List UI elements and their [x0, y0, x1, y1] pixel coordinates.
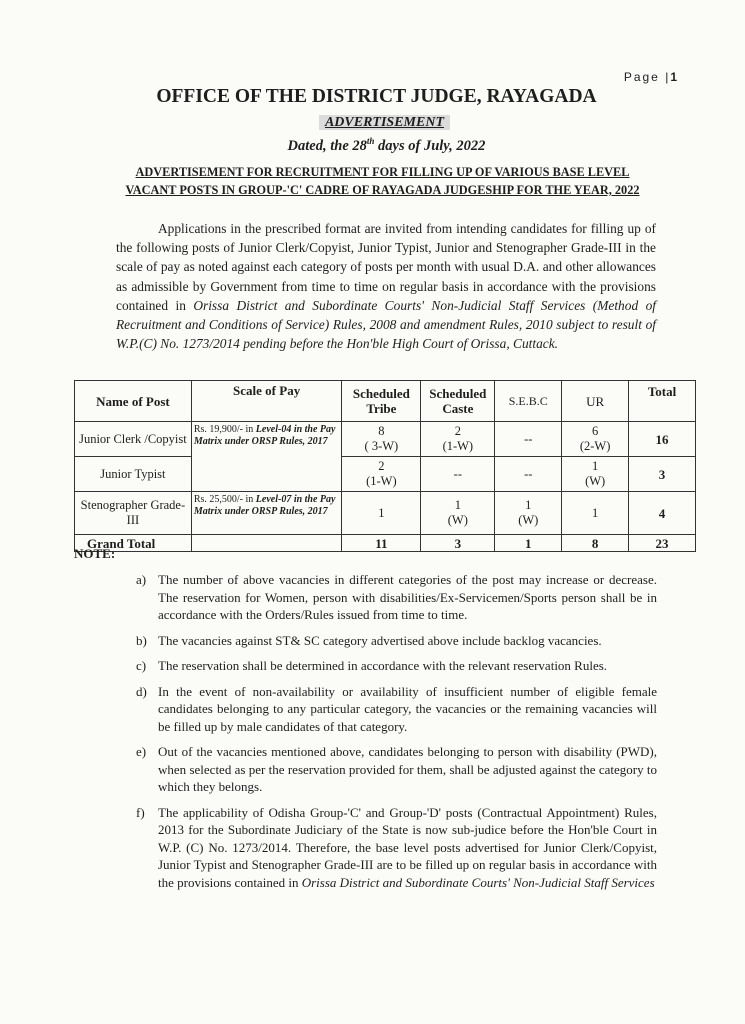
sc-value: 1 — [454, 498, 461, 512]
header-sebc: S.E.B.C — [495, 381, 562, 422]
st-count — [342, 422, 421, 457]
list-item — [132, 743, 657, 796]
st-women: (1-W) — [366, 474, 397, 488]
note-marker: a) — [136, 572, 147, 587]
sebc-count — [495, 492, 562, 535]
ur-value: 1 — [592, 459, 599, 473]
post-name: Junior Typist — [75, 457, 192, 492]
ur-women: (W) — [585, 474, 606, 488]
dated-line — [0, 136, 745, 155]
intro-text: Applications in the prescribed format are invited from intending candidates for filling up of the following posts of Junior Clerk/Copyist, Junior Typist, Junior and Stenographer Grade-III in the scale of pay as noted against each category of posts per month with usual D.A. and other allowances as admissible by Government from time to time on regular basis in accordance with the provisions contained in — [116, 221, 656, 313]
note-label: NOTE: — [74, 546, 116, 561]
pay-scale — [191, 492, 342, 535]
pay-scale-level: Level-04 in the Pay Matrix under ORSP Rules, 2017 — [193, 424, 336, 447]
dated-suffix: days of July, 2022 — [374, 137, 486, 154]
table-header-row — [75, 381, 696, 422]
st-value: 8 — [378, 424, 385, 438]
notes-list — [132, 571, 657, 899]
note-text: Out of the vacancies mentioned above, candidates belonging to person with disability (PWD), when selected as per the reservation provided for them, shall be adjusted against the category to which they belongs. — [158, 744, 657, 794]
list-item — [132, 683, 657, 736]
page-label: Page | — [623, 70, 671, 84]
pay-scale-amount: Rs. 19,900/- in — [193, 424, 256, 435]
sc-women: (1-W) — [442, 439, 474, 453]
grand-total-sc: 3 — [421, 535, 495, 552]
intro-paragraph — [116, 219, 656, 353]
pay-scale-amount: Rs. 25,500/- in — [193, 494, 256, 505]
note-marker: c) — [136, 658, 147, 673]
list-item — [132, 632, 657, 650]
ur-value: 6 — [592, 424, 599, 438]
st-women: ( 3-W) — [364, 439, 399, 453]
sebc-women: (W) — [518, 513, 539, 527]
total-count: 4 — [629, 492, 696, 535]
note-text: The reservation shall be determined in accordance with the relevant reservation Rules. — [158, 658, 608, 673]
grand-total-st: 11 — [342, 535, 421, 552]
page-number — [624, 70, 677, 84]
header-scheduled-tribe: Scheduled Tribe — [342, 381, 421, 422]
grand-total-empty — [191, 535, 342, 552]
list-item — [132, 657, 657, 675]
page-number-value: 1 — [670, 70, 677, 84]
header-total: Total — [629, 381, 696, 422]
sebc-count: -- — [495, 422, 562, 457]
grand-total-total: 23 — [629, 535, 696, 552]
grand-total-sebc: 1 — [495, 535, 562, 552]
ur-women: (2-W) — [579, 439, 611, 453]
note-text: In the event of non-availability or availability of insufficient number of eligible female candidates belonging to any particular category, the vacancies or the remaining vacancies will be filled up by male candidates of that category. — [158, 683, 657, 734]
advertisement-text: ADVERTISEMENT — [319, 115, 450, 130]
pay-scale-level: Level-07 in the Pay Matrix under ORSP Rules, 2017 — [193, 494, 336, 517]
note-marker: e) — [136, 744, 147, 759]
post-name: Stenographer Grade-III — [75, 492, 192, 535]
intro-italic-text: Orissa District and Subordinate Courts' Non-Judicial Staff Services (Method of Recruitment and Conditions of Service) Rules, 2008 and amendment Rules, 2010 subject to result of W.P.(C) No. 1273/2014 pending before the Hon'ble High Court of Orissa, Cuttack. — [116, 297, 656, 352]
office-title: OFFICE OF THE DISTRICT JUDGE, RAYAGADA — [156, 86, 597, 107]
total-count: 16 — [629, 422, 696, 457]
advertisement-label — [0, 115, 745, 131]
list-item — [132, 804, 657, 892]
ur-count — [562, 422, 629, 457]
ur-count — [562, 457, 629, 492]
note-italic-text: Orissa District and Subordinate Courts' Non-Judicial Staff Services — [301, 874, 655, 890]
header-name-of-post: Name of Post — [75, 381, 192, 422]
grand-total-row — [75, 535, 696, 552]
dated-prefix: Dated, the 28 — [287, 137, 367, 154]
st-count: 1 — [342, 492, 421, 535]
note-text: The applicability of Odisha Group-'C' and Group-'D' posts (Contractual Appointment) Rules, 2013 for the Subordinate Judiciary of the State is now sub-judice before the Hon'ble Court in W.P. (C) No. 1273/2014. Therefore, the base level posts advertised for Junior Clerk/Copyist, Junior Typist and Stenographer Grade-III are to be filled up on regular basis in accordance with the provisions contained in — [158, 804, 657, 890]
vacancy-table — [74, 380, 696, 552]
sebc-value: 1 — [525, 498, 532, 512]
st-count — [342, 457, 421, 492]
advertisement-heading: ADVERTISEMENT FOR RECRUITMENT FOR FILLING UP OF VARIOUS BASE LEVEL VACANT POSTS IN GROUP-'C' CADRE OF RAYAGADA JUDGESHIP FOR THE YEAR, 2022 — [125, 165, 640, 197]
dated-sup: th — [366, 136, 375, 146]
st-value: 2 — [378, 459, 385, 473]
grand-total-label: Grand Total — [75, 535, 192, 552]
note-text: The vacancies against ST& SC category advertised above include backlog vacancies. — [158, 632, 602, 648]
table-row — [75, 492, 696, 535]
header-scale-of-pay: Scale of Pay — [191, 381, 342, 422]
note-marker: b) — [136, 632, 147, 648]
list-item — [132, 571, 657, 624]
note-text: The number of above vacancies in different categories of the post may increase or decrease. The reservation for Women, person with disabilities/Ex-Servicemen/Sports person shall be in accordance with the Orders/Rules issued from time to time. — [158, 572, 657, 622]
sc-count — [421, 492, 495, 535]
table-row — [75, 457, 696, 492]
total-count: 3 — [629, 457, 696, 492]
sc-count: -- — [421, 457, 495, 492]
note-marker: d) — [136, 683, 147, 699]
header-ur: UR — [562, 381, 629, 422]
ur-count: 1 — [562, 492, 629, 535]
post-name: Junior Clerk /Copyist — [75, 422, 192, 457]
sc-women: (W) — [447, 513, 468, 527]
grand-total-ur: 8 — [562, 535, 629, 552]
header-scheduled-caste: Scheduled Caste — [421, 381, 495, 422]
sebc-count: -- — [495, 457, 562, 492]
pay-scale — [191, 422, 342, 492]
sc-count — [421, 422, 495, 457]
note-marker: f) — [136, 804, 145, 820]
table-row — [75, 422, 696, 457]
sc-value: 2 — [454, 424, 461, 438]
